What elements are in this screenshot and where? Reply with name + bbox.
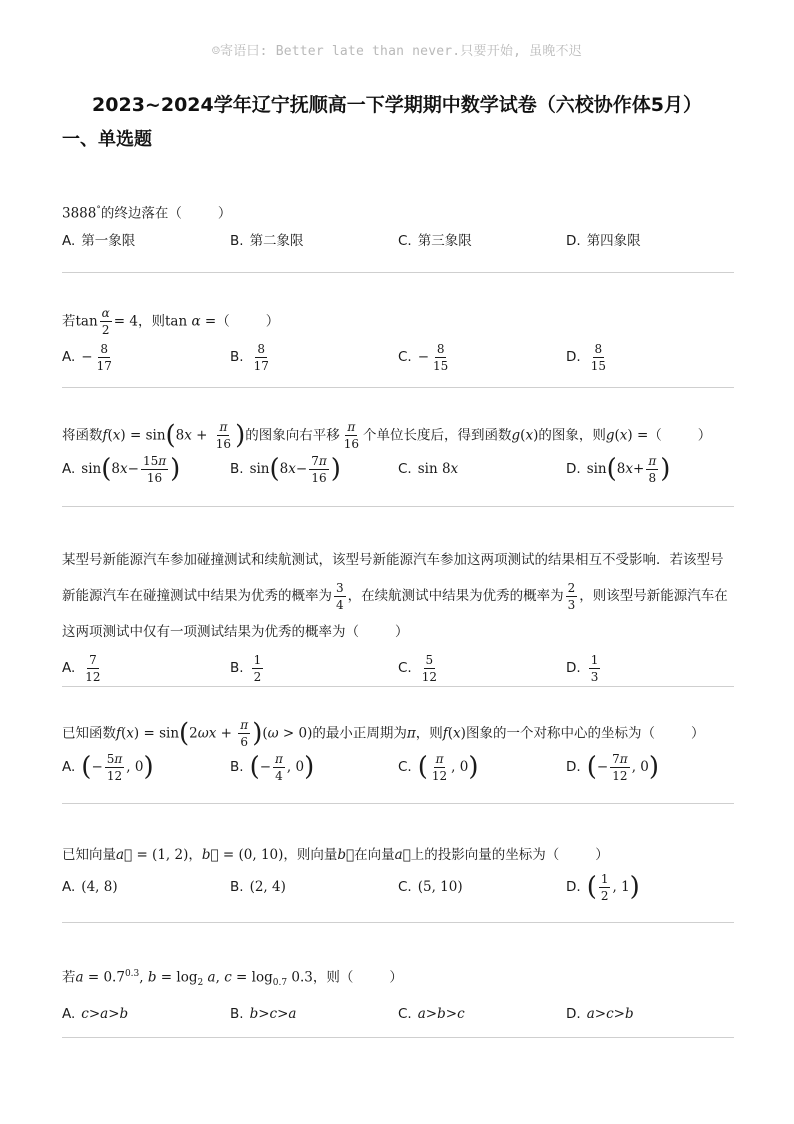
question-4 [62, 542, 734, 686]
question-stem: 3888°的终边落在（ ） [62, 205, 232, 222]
question-7 [62, 964, 734, 1025]
question-stem: 已知函数f(x) = sin(2ωx + $\frac{\pi}{6}$ )(ω > 0)的最小正周期为π，则f(x)图象的一个对称中心的坐标为（ ） [62, 718, 705, 749]
section-heading: 一、单选题 [62, 129, 152, 150]
option-a[interactable]: A. − $\frac{8}{17}$ [62, 341, 112, 373]
question-6 [62, 845, 734, 905]
page-title: 2023~2024学年辽宁抚顺高一下学期期中数学试卷（六校协作体5月） [92, 94, 702, 116]
question-5 [62, 718, 734, 785]
option-d[interactable]: D. $\frac{1}{3}$ [566, 652, 599, 684]
option-b[interactable]: B. (2, 4) [230, 879, 286, 895]
option-c[interactable]: C. (5, 10) [398, 879, 463, 895]
option-a[interactable]: A. sin ( 8 x − $\frac{15\pi}{16}$ ) [62, 453, 181, 485]
watermark: ☺寄语曰: Better late than never.只要开始, 虽晚不迟 [212, 44, 582, 59]
divider [62, 686, 734, 687]
divider [62, 1037, 734, 1038]
question-3 [62, 420, 734, 487]
option-d[interactable]: D. a > c > b [566, 1006, 634, 1023]
option-c[interactable]: C. 第三象限 [398, 232, 472, 249]
option-c[interactable]: C. $\frac{5}{12}$ [398, 652, 437, 684]
option-b[interactable]: B. ( − $\frac{\pi}{4}$ , 0 ) [230, 751, 315, 783]
option-a[interactable]: A. $\frac{7}{12}$ [62, 652, 101, 684]
option-c[interactable]: C. − $\frac{8}{15}$ [398, 341, 449, 373]
question-stem: 将函数f(x) = sin(8x + $\frac{\pi}{16}$ )的图象向右平移 $\frac{\pi}{16}$ 个单位长度后，得到函数g(x)的图象，则g(x) =（ ） [62, 420, 712, 451]
option-b[interactable]: B. $\frac{8}{17}$ [230, 341, 269, 373]
option-row [62, 650, 734, 686]
option-b[interactable]: B. sin ( 8 x − $\frac{7\pi}{16}$ ) [230, 453, 341, 485]
option-a[interactable]: A. ( − $\frac{5\pi}{12}$ , 0 ) [62, 751, 154, 783]
option-row [62, 749, 734, 785]
option-row [62, 230, 734, 252]
question-stem: 若tan $\frac{\alpha}{2}$ = 4，则tan α =（ ） [62, 306, 280, 337]
option-d[interactable]: D. ( $\frac{1}{2}$ , 1 ) [566, 871, 640, 903]
option-b[interactable]: B. b > c > a [230, 1006, 297, 1023]
option-row [62, 451, 734, 487]
option-row [62, 1003, 734, 1025]
option-c[interactable]: C. a > b > c [398, 1006, 465, 1023]
option-row [62, 339, 734, 375]
divider [62, 506, 734, 507]
divider [62, 387, 734, 388]
option-a[interactable]: A. (4, 8) [62, 879, 118, 895]
option-d[interactable]: D. 第四象限 [566, 232, 641, 249]
option-a[interactable]: A. c > a > b [62, 1006, 129, 1023]
option-c[interactable]: C. sin 8 x [398, 461, 459, 477]
question-stem: 已知向量a⃗ = (1, 2)，b⃗ = (0, 10)，则向量b⃗在向量a⃗上的投影向量的坐标为（ ） [62, 847, 609, 863]
question-1 [62, 200, 734, 252]
divider [62, 272, 734, 273]
divider [62, 803, 734, 804]
divider [62, 922, 734, 923]
question-stem: 若$a = 0.7^{0.3}$, $b = \log_2 a$, $c = \log_{0.7} 0.3$，则（ ） [62, 969, 403, 989]
option-d[interactable]: D. sin ( 8 x + $\frac{\pi}{8}$ ) [566, 453, 671, 485]
option-d[interactable]: D. $\frac{8}{15}$ [566, 341, 606, 373]
option-c[interactable]: C. ( $\frac{\pi}{12}$ , 0 ) [398, 751, 479, 783]
option-d[interactable]: D. ( − $\frac{7\pi}{12}$ , 0 ) [566, 751, 660, 783]
question-2 [62, 306, 734, 375]
option-a[interactable]: A. 第一象限 [62, 232, 136, 249]
question-stem: 某型号新能源汽车参加碰撞测试和续航测试，该型号新能源汽车参加这两项测试的结果相互不受影响．若该型号新能源汽车在碰撞测试中结果为优秀的概率为 $\frac{3}{4}$ ，在续航测试中结果为优秀的概率为 $\frac{2}{3}$ ，则该型号新能源汽车在这两项测试中仅有一项测试结果为优秀的概率为（ ） [62, 552, 728, 640]
option-b[interactable]: B. 第二象限 [230, 232, 304, 249]
option-row [62, 869, 734, 905]
option-b[interactable]: B. $\frac{1}{2}$ [230, 652, 262, 684]
